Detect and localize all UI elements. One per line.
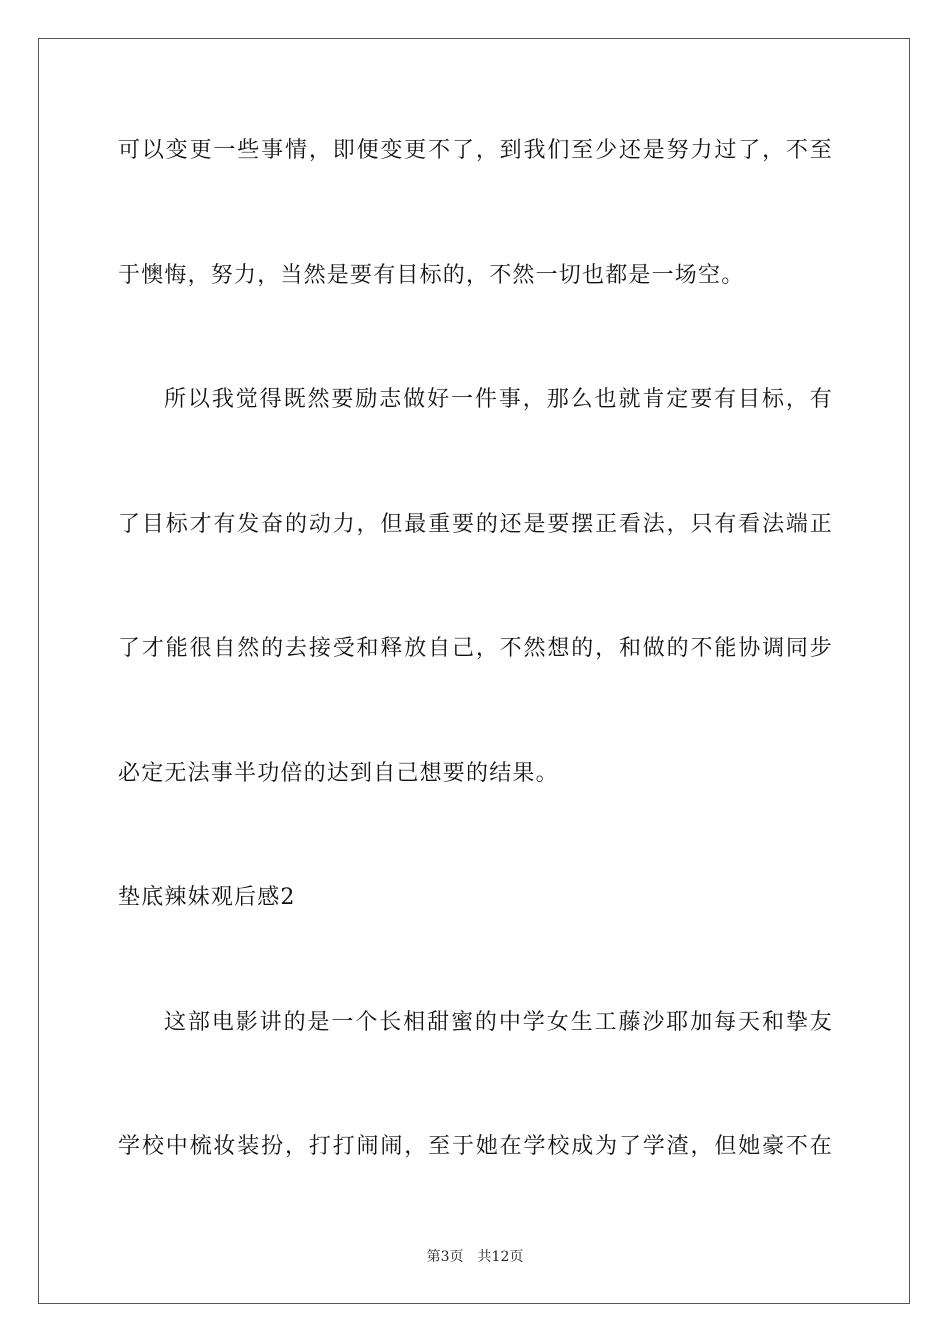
paragraph-line: 可以变更一些事情，即便变更不了，到我们至少还是努力过了，不至 xyxy=(118,138,833,163)
page-border xyxy=(38,38,910,1304)
paragraph-line: 所以我觉得既然要励志做好一件事，那么也就肯定要有目标，有 xyxy=(164,387,833,412)
page-total: 共12页 xyxy=(477,1249,524,1265)
paragraph-line: 学校中梳妆装扮，打打闹闹，至于她在学校成为了学渣，但她豪不在 xyxy=(118,1134,833,1159)
paragraph-line: 于懊悔，努力，当然是要有目标的，不然一切也都是一场空。 xyxy=(118,263,745,288)
page-footer xyxy=(0,1247,950,1267)
paragraph-line: 了才能很自然的去接受和释放自己，不然想的，和做的不能协调同步 xyxy=(118,636,833,661)
page-number: 第3页 xyxy=(426,1249,464,1265)
paragraph-line: 必定无法事半功倍的达到自己想要的结果。 xyxy=(118,761,559,786)
section-heading: 垫底辣妹观后感2 xyxy=(118,885,296,910)
paragraph-line: 了目标才有发奋的动力，但最重要的还是要摆正看法，只有看法端正 xyxy=(118,512,833,537)
paragraph-line: 这部电影讲的是一个长相甜蜜的中学女生工藤沙耶加每天和挚友 xyxy=(164,1010,833,1035)
